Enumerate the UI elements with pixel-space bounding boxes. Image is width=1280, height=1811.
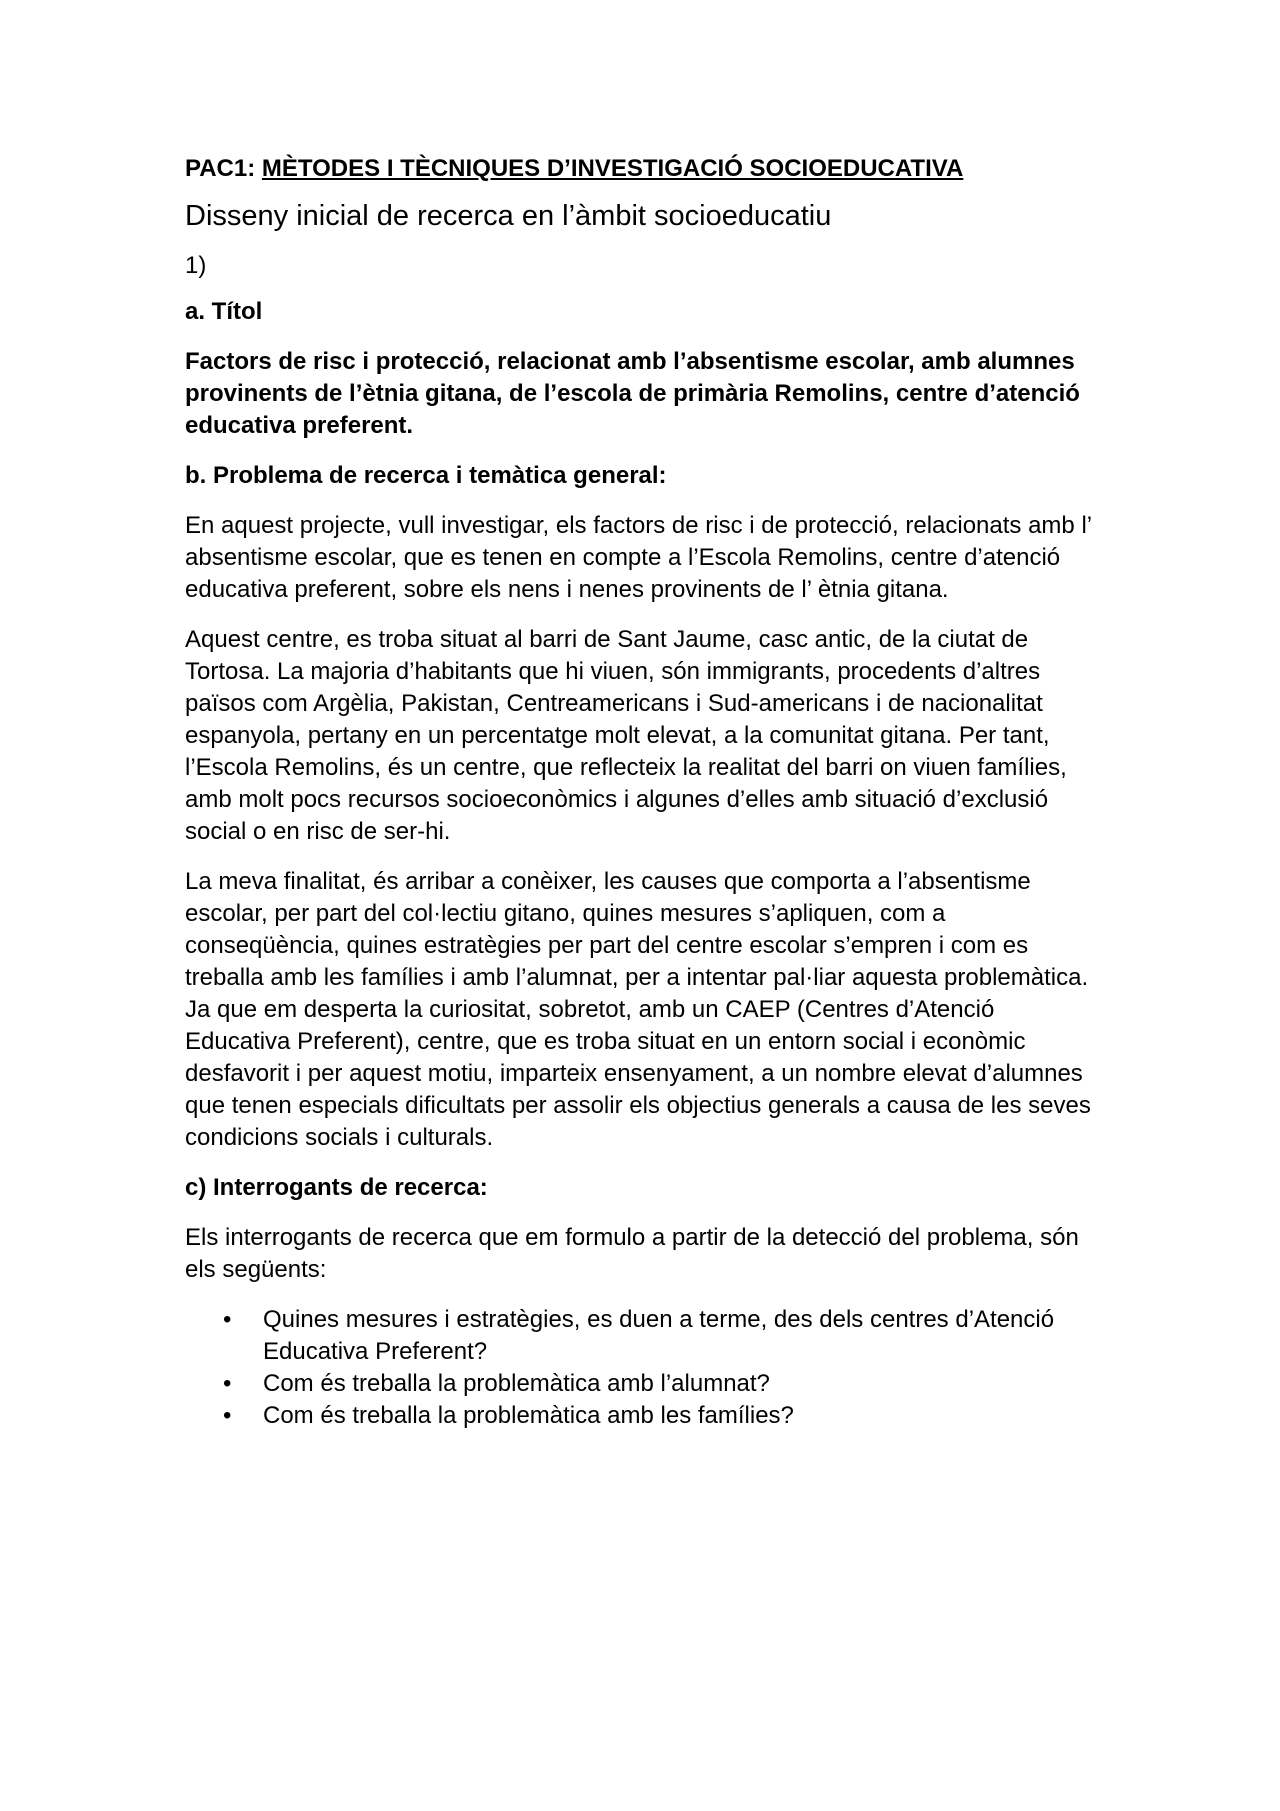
- section-a-heading: a. Títol: [185, 298, 263, 325]
- research-title: Factors de risc i protecció, relacionat amb l’absentisme escolar, amb alumnes provinents de l’ètnia gitana, de l’escola de primària Remolins, centre d’atenció educativa preferent.: [185, 348, 1080, 439]
- bullet-icon: •: [223, 1402, 232, 1429]
- section-c-heading: c) Interrogants de recerca:: [185, 1174, 488, 1201]
- section-c-intro: Els interrogants de recerca que em formulo a partir de la detecció del problema, són els següents:: [185, 1224, 1079, 1283]
- question-text: Quines mesures i estratègies, es duen a terme, des dels centres d’Atenció Educativa Preferent?: [263, 1306, 1055, 1365]
- bullet-icon: •: [223, 1306, 232, 1333]
- section-b-heading: b. Problema de recerca i temàtica general:: [185, 462, 667, 489]
- section-b-paragraph-2: Aquest centre, es troba situat al barri de Sant Jaume, casc antic, de la ciutat de Tortosa. La majoria d’habitants que hi viuen, són immigrants, procedents d’altres països com Argèlia, Pakistan, Centreamericans i Sud-americans i de nacionalitat espanyola, pertany en un percentatge molt elevat, a la comunitat gitana. Per tant, l’Escola Remolins, és un centre, que reflecteix la realitat del barri on viuen famílies, amb molt pocs recursos socioeconòmics i algunes d’elles amb situació d’exclusió social o en risc de ser-hi.: [185, 626, 1067, 845]
- item-number: 1): [185, 252, 207, 279]
- section-b-paragraph-3: La meva finalitat, és arribar a conèixer, les causes que comporta a l’absentisme escolar, per part del col·lectiu gitano, quines mesures s’apliquen, com a conseqüència, quines estratègies per part del centre escolar s’empren i com es treballa amb les famílies i amb l’alumnat, per a intentar pal·liar aquesta problemàtica. Ja que em desperta la curiositat, sobretot, amb un CAEP (Centres d’Atenció Educativa Preferent), centre, que es troba situat en un entorn social i econòmic desfavorit i per aquest motiu, imparteix ensenyament, a un nombre elevat d’alumnes que tenen especials dificultats per assolir els objectius generals a causa de les seves condicions socials i culturals.: [185, 868, 1091, 1151]
- header-prefix: PAC1:: [185, 155, 262, 182]
- list-item: [185, 1368, 1105, 1400]
- document-page: [185, 152, 1105, 1432]
- question-text: Com és treballa la problemàtica amb l’alumnat?: [263, 1370, 770, 1397]
- bullet-icon: •: [223, 1370, 232, 1397]
- list-item: [185, 1400, 1105, 1432]
- document-header: [185, 152, 1105, 186]
- question-text: Com és treballa la problemàtica amb les famílies?: [263, 1402, 794, 1429]
- section-b-paragraph-1: En aquest projecte, vull investigar, els factors de risc i de protecció, relacionats amb l’ absentisme escolar, que es tenen en compte a l’Escola Remolins, centre d’atenció educativa preferent, sobre els nens i nenes provinents de l’ ètnia gitana.: [185, 512, 1092, 603]
- document-subtitle: Disseny inicial de recerca en l’àmbit socioeducatiu: [185, 200, 832, 232]
- list-item: [185, 1304, 1105, 1368]
- course-title: MÈTODES I TÈCNIQUES D’INVESTIGACIÓ SOCIOEDUCATIVA: [261, 155, 964, 182]
- research-questions-list: [185, 1304, 1105, 1432]
